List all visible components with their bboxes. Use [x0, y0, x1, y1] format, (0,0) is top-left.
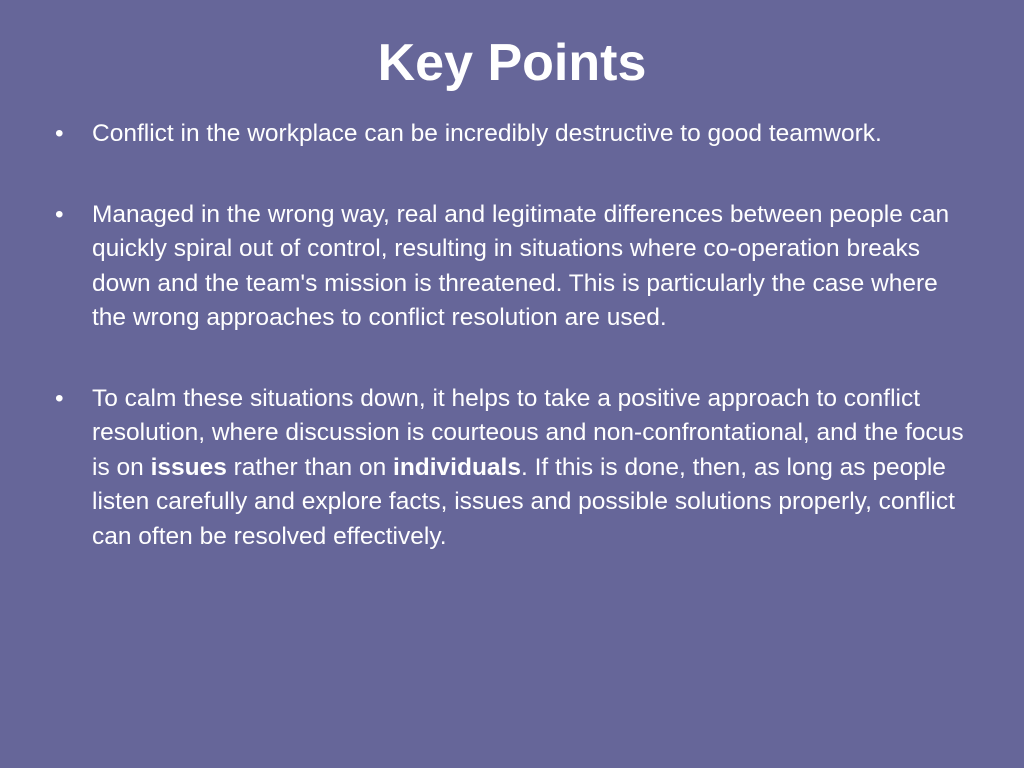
bold-term-individuals: individuals	[393, 453, 521, 481]
bullet-text-part: rather than on	[226, 453, 394, 481]
bullet-text-part: To calm these situations down, it helps to take a positive approach to conflict resolution, where discussion is courteous and non-confrontational, and the focus is on	[92, 384, 964, 481]
bullet-text-part: . If this is done, then, as long as people listen carefully and explore facts, issues and possible solutions properly, conflict can often be resolved effectively.	[92, 453, 955, 550]
bullet-icon: •	[55, 200, 64, 228]
bullet-text: Conflict in the workplace can be incredibly destructive to good teamwork.	[92, 120, 882, 147]
bullet-text	[92, 385, 964, 550]
bullet-list	[52, 117, 972, 600]
bullet-item	[52, 382, 972, 555]
bullet-text: Managed in the wrong way, real and legitimate differences between people can quickly spiral out of control, resulting in situations where co-operation breaks down and the team's mission is threatened. This is particularly the case where the wrong approaches to conflict resolution are used.	[92, 200, 950, 331]
bullet-icon: •	[55, 120, 64, 147]
bold-term-issues: issues	[150, 453, 227, 481]
bullet-item	[52, 117, 972, 152]
bullet-item	[52, 198, 972, 336]
bullet-icon: •	[55, 384, 64, 412]
slide-title: Key Points	[377, 34, 647, 92]
